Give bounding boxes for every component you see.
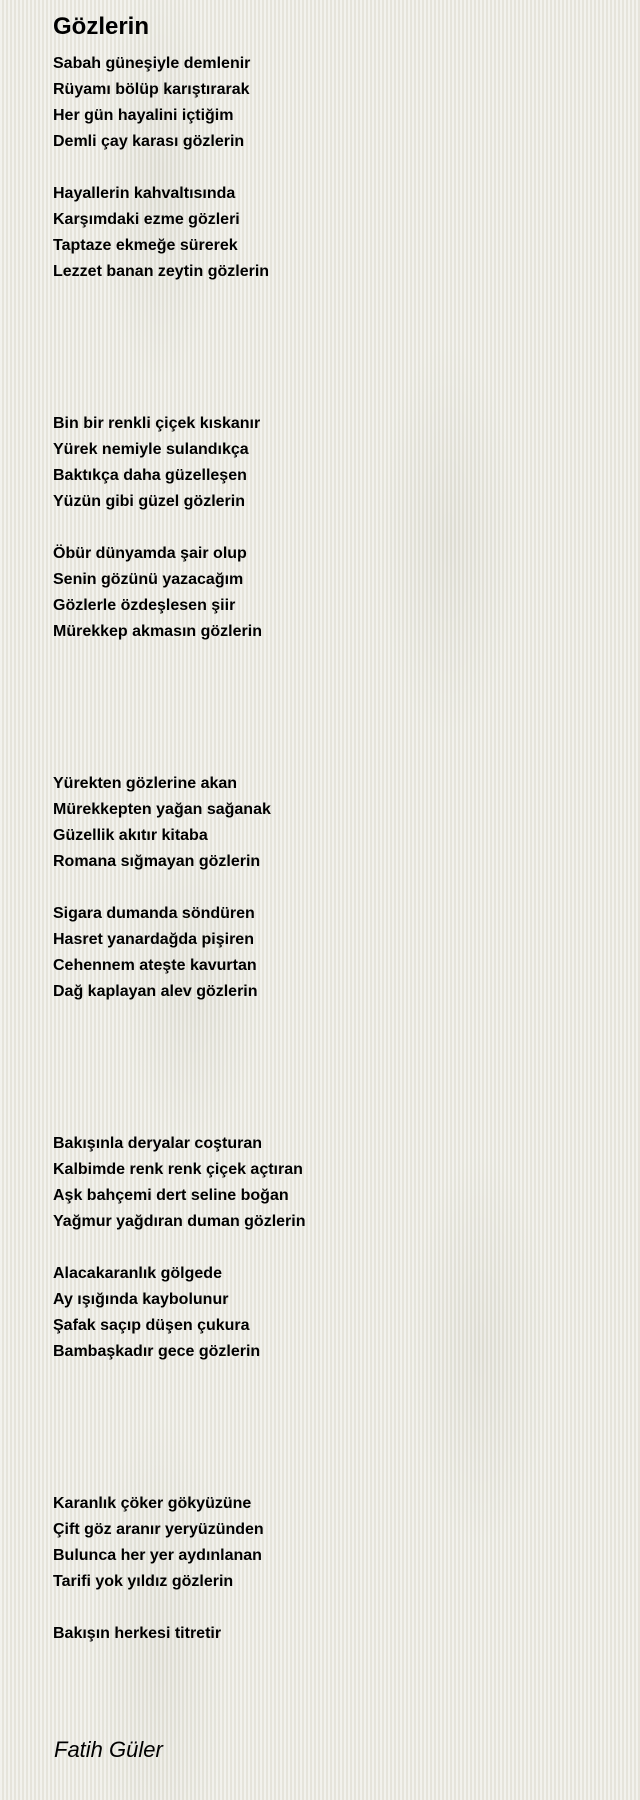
poem-author: Fatih Güler xyxy=(54,1737,163,1762)
poem-line: Dağ kaplayan alev gözlerin xyxy=(53,983,258,1000)
poem-line: Hasret yanardağda pişiren xyxy=(53,931,254,948)
poem-line: Sabah güneşiyle demlenir xyxy=(53,55,251,72)
poem-line: Demli çay karası gözlerin xyxy=(53,133,245,150)
poem-line: Alacakaranlık gölgede xyxy=(53,1265,222,1282)
stanza xyxy=(53,51,250,155)
poem-line: Şafak saçıp düşen çukura xyxy=(53,1317,250,1334)
poem-line: Güzellik akıtır kitaba xyxy=(53,827,208,844)
stanza xyxy=(53,411,260,515)
poem-line: Sigara dumanda söndüren xyxy=(53,905,255,922)
poem-line: Bakışın herkesi titretir xyxy=(53,1625,222,1642)
poem-line: Tarifi yok yıldız gözlerin xyxy=(53,1573,234,1590)
poem-line: Yüzün gibi güzel gözlerin xyxy=(53,493,245,510)
poem-line: Ay ışığında kaybolunur xyxy=(53,1291,229,1308)
poem-line: Karşımdaki ezme gözleri xyxy=(53,211,240,228)
poem-line: Mürekkep akmasın gözlerin xyxy=(53,623,262,640)
stanza xyxy=(53,1491,264,1595)
stanza xyxy=(53,1261,260,1365)
poem-line: Baktıkça daha güzelleşen xyxy=(53,467,247,484)
poem-line: Romana sığmayan gözlerin xyxy=(53,853,261,870)
poem-line: Çift göz aranır yeryüzünden xyxy=(53,1521,264,1538)
poem-line: Yürekten gözlerine akan xyxy=(53,775,238,792)
poem-line: Kalbimde renk renk çiçek açtıran xyxy=(53,1161,303,1178)
poem-line: Gözlerle özdeşlesen şiir xyxy=(53,597,236,614)
stanza xyxy=(53,541,262,645)
poem-line: Mürekkepten yağan sağanak xyxy=(53,801,271,818)
poem-line: Yürek nemiyle sulandıkça xyxy=(53,441,249,458)
stanza xyxy=(53,771,271,875)
poem-line: Yağmur yağdıran duman gözlerin xyxy=(53,1213,306,1230)
poem-line: Bakışınla deryalar coşturan xyxy=(53,1135,262,1152)
poem-line: Karanlık çöker gökyüzüne xyxy=(53,1495,252,1512)
poem-line: Bambaşkadır gece gözlerin xyxy=(53,1343,261,1360)
poem-line: Hayallerin kahvaltısında xyxy=(53,185,236,202)
poem-line: Cehennem ateşte kavurtan xyxy=(53,957,257,974)
poem-line: Senin gözünü yazacağım xyxy=(53,571,244,588)
poem-line: Her gün hayalini içtiğim xyxy=(53,107,234,124)
poem-title: Gözlerin xyxy=(53,13,150,40)
poem-line: Bin bir renkli çiçek kıskanır xyxy=(53,415,261,432)
poem-line: Rüyamı bölüp karıştırarak xyxy=(53,81,250,98)
poem-line: Öbür dünyamda şair olup xyxy=(53,545,247,562)
stanza xyxy=(53,901,258,1005)
poem-line: Aşk bahçemi dert seline boğan xyxy=(53,1187,289,1204)
stanza xyxy=(53,181,269,285)
poem-line: Bulunca her yer aydınlanan xyxy=(53,1547,262,1564)
poem-line: Lezzet banan zeytin gözlerin xyxy=(53,263,270,280)
stanza xyxy=(53,1621,221,1647)
poem-line: Taptaze ekmeğe sürerek xyxy=(53,237,238,254)
stanza xyxy=(53,1131,306,1235)
